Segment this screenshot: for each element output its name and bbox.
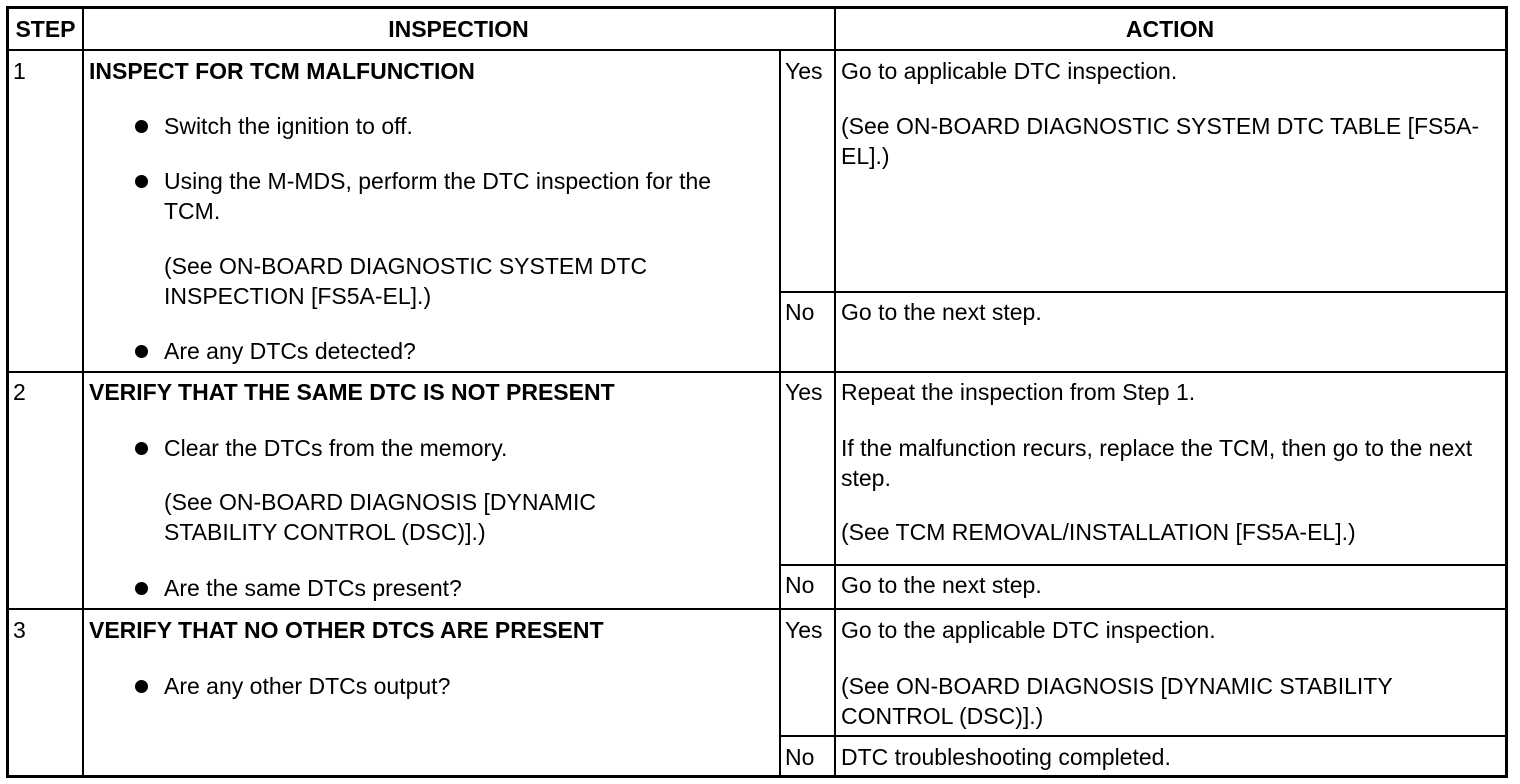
action-reference: (See TCM REMOVAL/INSTALLATION [FS5A-EL].) — [841, 519, 1356, 545]
inspection-bullet: Are any DTCs detected? — [164, 338, 416, 364]
inspection-bullet: Clear the DTCs from the memory. — [164, 435, 508, 461]
col-divider-yesno — [779, 49, 781, 775]
no-label: No — [785, 572, 815, 598]
step-number: 1 — [13, 58, 26, 84]
action-reference: (See ON-BOARD DIAGNOSTIC SYSTEM DTC TABLE [FS5A-EL].) — [841, 113, 1480, 169]
col-divider-step — [82, 9, 84, 775]
yes-label: Yes — [785, 58, 823, 84]
row-divider-2 — [9, 608, 1505, 610]
yes-no-divider-3 — [779, 735, 1505, 737]
bullet-icon — [135, 120, 148, 133]
bullet-icon — [135, 680, 148, 693]
no-label: No — [785, 744, 815, 770]
action-text: If the malfunction recurs, replace the TCM, then go to the next step. — [841, 435, 1473, 491]
step-title: VERIFY THAT THE SAME DTC IS NOT PRESENT — [89, 379, 615, 405]
step-number: 3 — [13, 617, 26, 643]
inspection-reference: (See ON-BOARD DIAGNOSIS [DYNAMIC STABILITY CONTROL (DSC)].) — [164, 489, 596, 545]
header-step: STEP — [15, 15, 76, 42]
no-label: No — [785, 299, 815, 325]
action-text: Go to the next step. — [841, 299, 1042, 325]
header-divider — [9, 49, 1505, 51]
bullet-icon — [135, 582, 148, 595]
bullet-icon — [135, 175, 148, 188]
inspection-bullet: Are the same DTCs present? — [164, 575, 462, 601]
bullet-icon — [135, 442, 148, 455]
yes-label: Yes — [785, 617, 823, 643]
yes-no-divider-2 — [779, 564, 1505, 566]
yes-label: Yes — [785, 379, 823, 405]
action-text: Go to applicable DTC inspection. — [841, 58, 1178, 84]
action-text: Go to the next step. — [841, 572, 1042, 598]
troubleshooting-table — [6, 6, 1508, 778]
row-divider-1 — [9, 371, 1505, 373]
step-title: VERIFY THAT NO OTHER DTCS ARE PRESENT — [89, 617, 604, 643]
action-text: Go to the applicable DTC inspection. — [841, 617, 1216, 643]
action-reference: (See ON-BOARD DIAGNOSIS [DYNAMIC STABILITY CONTROL (DSC)].) — [841, 673, 1393, 729]
inspection-reference: (See ON-BOARD DIAGNOSTIC SYSTEM DTC INSPECTION [FS5A-EL].) — [164, 253, 648, 309]
inspection-bullet: Using the M-MDS, perform the DTC inspection for the TCM. — [164, 168, 712, 224]
action-text: Repeat the inspection from Step 1. — [841, 379, 1196, 405]
yes-no-divider-1 — [779, 291, 1505, 293]
header-inspection: INSPECTION — [388, 15, 529, 42]
step-title: INSPECT FOR TCM MALFUNCTION — [89, 58, 475, 84]
action-text: DTC troubleshooting completed. — [841, 744, 1171, 770]
bullet-icon — [135, 345, 148, 358]
header-action: ACTION — [1125, 15, 1215, 42]
step-number: 2 — [13, 379, 26, 405]
inspection-bullet: Are any other DTCs output? — [164, 673, 451, 699]
col-divider-action — [834, 9, 836, 775]
inspection-bullet: Switch the ignition to off. — [164, 113, 413, 139]
